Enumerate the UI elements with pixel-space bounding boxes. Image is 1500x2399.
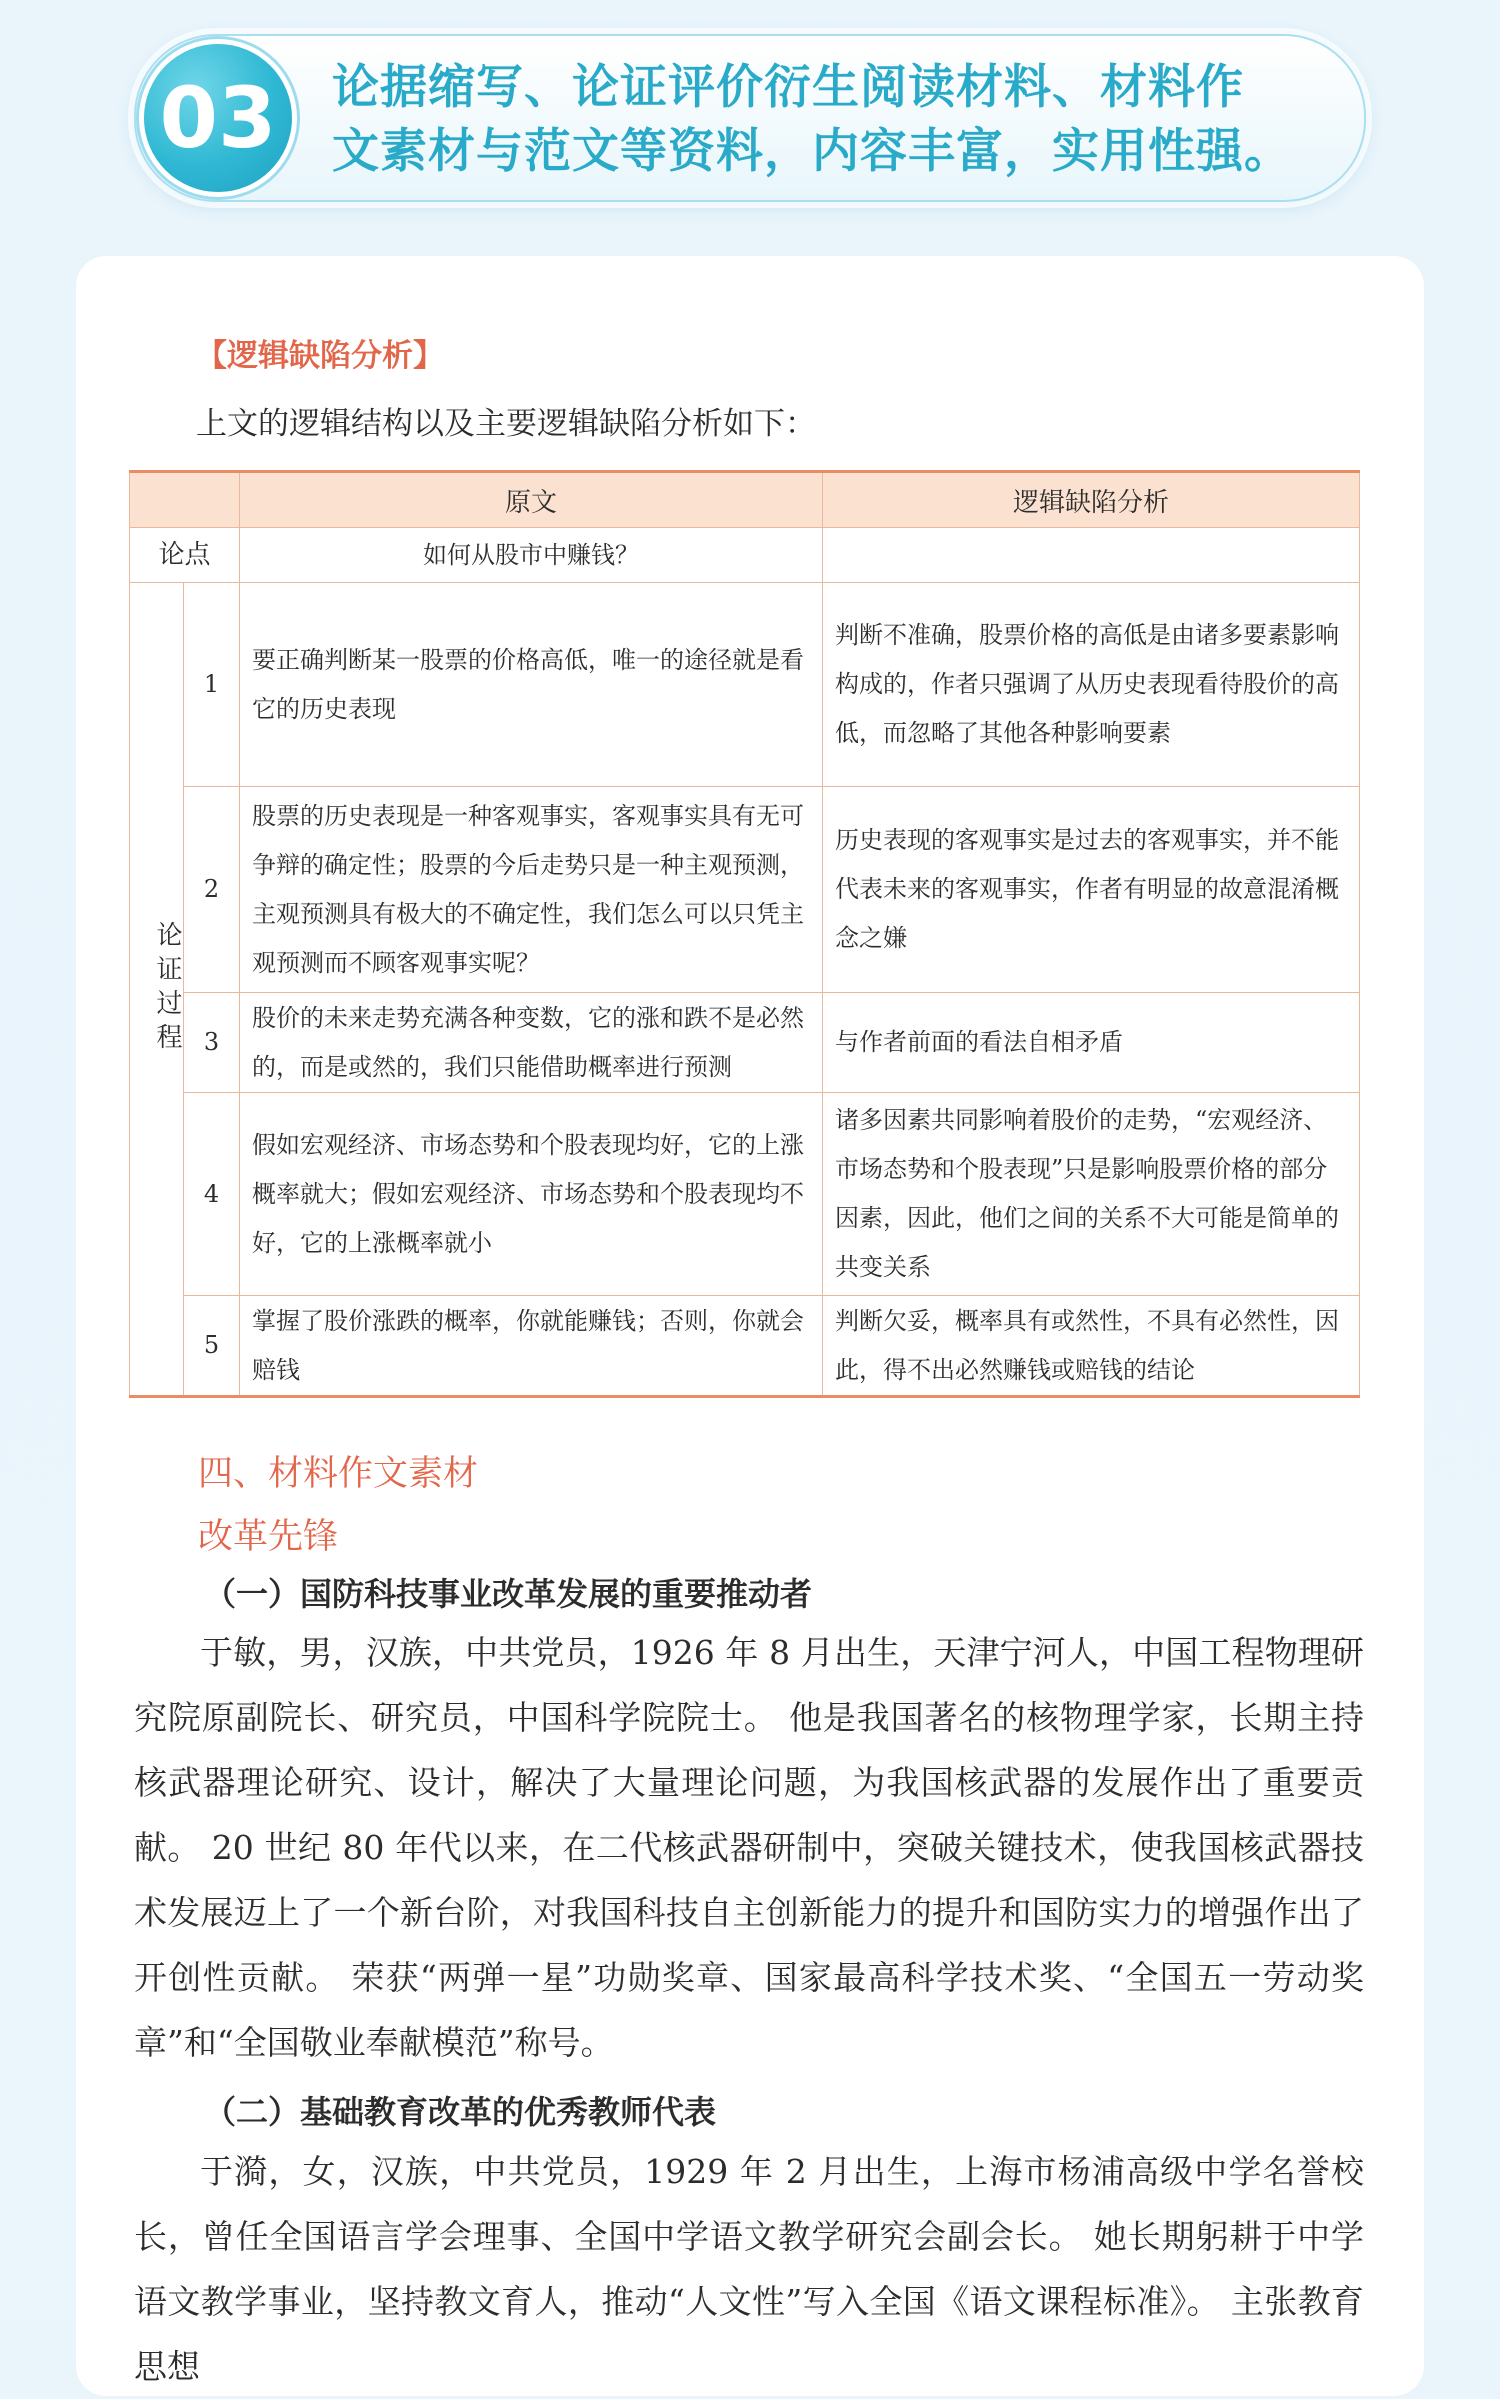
banner-line-1: 论据缩写、论证评价衍生阅读材料、材料作 bbox=[332, 60, 1244, 115]
table-row bbox=[130, 1093, 1360, 1296]
process-label-cell bbox=[130, 583, 184, 1397]
item2-paragraph: 于漪，女，汉族，中共党员，1929 年 2 月出生，上海市杨浦高级中学名誉校长，曾任全国语言学会理事、全国中学语文教学研究会副会长。 她长期躬耕于中学语文教学事业，坚持教文育人，推动“人文性”写入全国《语文课程标准》。 主张教育思想 bbox=[134, 2152, 1364, 2386]
material-subheading: 改革先锋 bbox=[198, 1517, 339, 1557]
number-badge: 03 bbox=[144, 44, 292, 192]
table-row bbox=[130, 993, 1360, 1093]
thesis-text: 如何从股市中赚钱？ bbox=[240, 528, 823, 583]
item1-paragraph: 于敏，男，汉族，中共党员，1926 年 8 月出生，天津宁河人，中国工程物理研究院原副院长、研究员，中国科学院院士。 他是我国著名的核物理学家，长期主持核武器理论研究、设计，解决了大量理论问题，为我国核武器的发展作出了重要贡献。 20 世纪 80 年代以来，在二代核武器研制中，突破关键技术，使我国核武器技术发展迈上了一个新台阶，对我国科技自主创新能力的提升和国防实力的增强作出了开创性贡献。 荣获“两弹一星”功勋奖章、国家最高科学技术奖、“全国五一劳动奖章”和“全国敬业奉献模范”称号。 bbox=[134, 1633, 1364, 2062]
thesis-analysis bbox=[823, 528, 1360, 583]
row-original: 股价的未来走势充满各种变数，它的涨和跌不是必然的，而是或然的，我们只能借助概率进行预测 bbox=[240, 993, 823, 1093]
row-analysis: 历史表现的客观事实是过去的客观事实，并不能代表未来的客观事实，作者有明显的故意混淆概念之嫌 bbox=[823, 787, 1360, 993]
header-analysis: 逻辑缺陷分析 bbox=[823, 472, 1360, 528]
table-header-row bbox=[130, 472, 1360, 528]
row-original: 掌握了股价涨跌的概率，你就能赚钱；否则，你就会赔钱 bbox=[240, 1296, 823, 1397]
row-original: 要正确判断某一股票的价格高低，唯一的途径就是看它的历史表现 bbox=[240, 583, 823, 787]
row-number: 2 bbox=[184, 787, 240, 993]
section-title-logic: 【逻辑缺陷分析】 bbox=[196, 338, 444, 374]
row-analysis: 诸多因素共同影响着股价的走势，“宏观经济、市场态势和个股表现”只是影响股票价格的部分因素，因此，他们之间的关系不大可能是简单的共变关系 bbox=[823, 1093, 1360, 1296]
logic-table bbox=[129, 470, 1360, 1398]
row-number: 4 bbox=[184, 1093, 240, 1296]
item1-title: （一）国防科技事业改革发展的重要推动者 bbox=[204, 1575, 813, 1613]
material-heading: 四、材料作文素材 bbox=[198, 1454, 479, 1494]
item2-title: （二）基础教育改革的优秀教师代表 bbox=[204, 2093, 717, 2131]
feature-banner bbox=[134, 34, 1366, 202]
header-blank bbox=[130, 472, 240, 528]
row-original: 假如宏观经济、市场态势和个股表现均好，它的上涨概率就大；假如宏观经济、市场态势和个股表现均不好，它的上涨概率就小 bbox=[240, 1093, 823, 1296]
row-original: 股票的历史表现是一种客观事实，客观事实具有无可争辩的确定性；股票的今后走势只是一种主观预测，主观预测具有极大的不确定性，我们怎么可以只凭主观预测而不顾客观事实呢？ bbox=[240, 787, 823, 993]
banner-line-2: 文素材与范文等资料，内容丰富，实用性强。 bbox=[332, 124, 1292, 179]
process-label: 论证过程 bbox=[152, 921, 182, 1057]
logic-intro: 上文的逻辑结构以及主要逻辑缺陷分析如下： bbox=[196, 406, 816, 442]
table-row bbox=[130, 787, 1360, 993]
row-number: 3 bbox=[184, 993, 240, 1093]
thesis-row bbox=[130, 528, 1360, 583]
row-analysis: 与作者前面的看法自相矛盾 bbox=[823, 993, 1360, 1093]
row-analysis: 判断不准确，股票价格的高低是由诸多要素影响构成的，作者只强调了从历史表现看待股价的高低，而忽略了其他各种影响要素 bbox=[823, 583, 1360, 787]
row-number: 1 bbox=[184, 583, 240, 787]
table-row bbox=[130, 1296, 1360, 1397]
header-original: 原文 bbox=[240, 472, 823, 528]
thesis-label: 论点 bbox=[130, 528, 240, 583]
row-number: 5 bbox=[184, 1296, 240, 1397]
banner-text bbox=[332, 56, 1324, 184]
table-row bbox=[130, 583, 1360, 787]
row-analysis: 判断欠妥，概率具有或然性，不具有必然性，因此，得不出必然赚钱或赔钱的结论 bbox=[823, 1296, 1360, 1397]
